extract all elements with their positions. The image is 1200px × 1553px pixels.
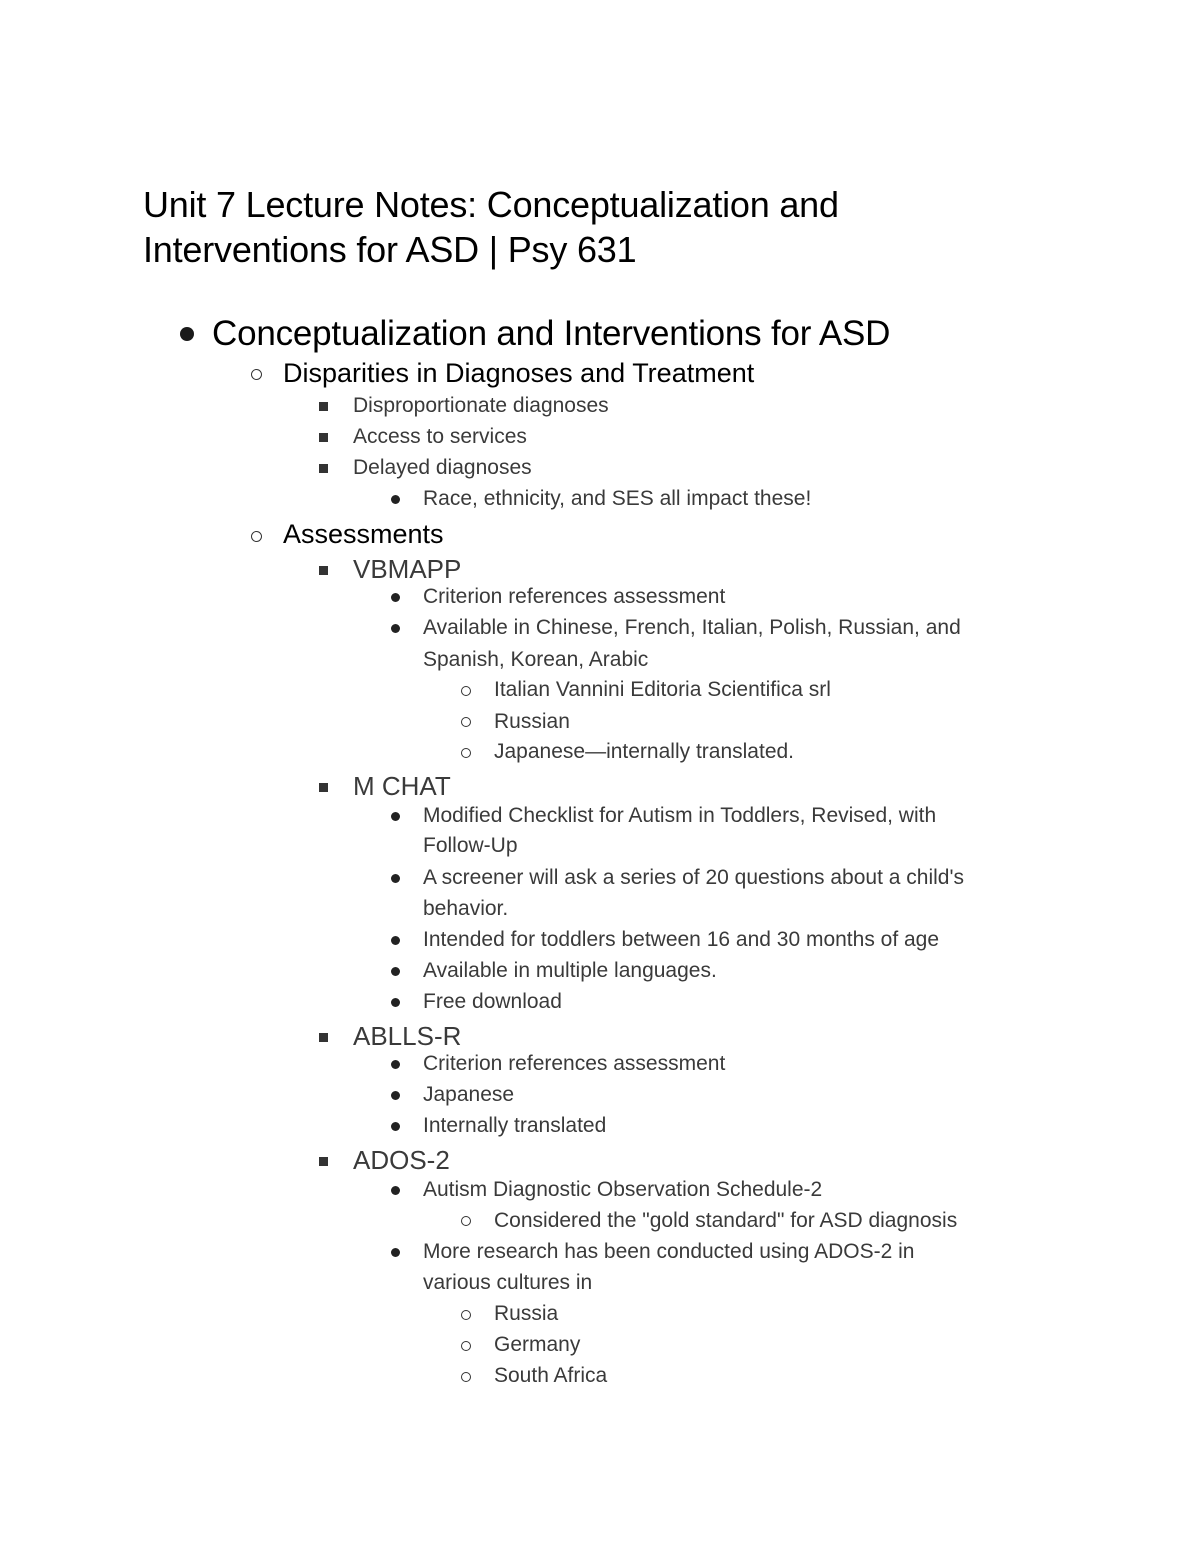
list-item: South Africa bbox=[494, 1364, 608, 1387]
list-item: A screener will ask a series of 20 questions about a child's bbox=[423, 866, 964, 889]
bullet-disc-icon bbox=[391, 624, 400, 633]
bullet-circle-icon bbox=[461, 686, 471, 696]
list-item-continuation: various cultures in bbox=[423, 1271, 593, 1294]
bullet-square-icon bbox=[319, 464, 328, 473]
bullet-disc-icon bbox=[391, 1091, 400, 1100]
list-item: Russia bbox=[494, 1302, 559, 1325]
list-item: Japanese bbox=[423, 1083, 515, 1106]
bullet-disc-icon bbox=[391, 874, 400, 883]
list-item: Russian bbox=[494, 710, 570, 733]
bullet-circle-icon bbox=[461, 1310, 471, 1320]
list-item: Italian Vannini Editoria Scientifica srl bbox=[494, 678, 831, 701]
list-item: Free download bbox=[423, 990, 562, 1013]
list-item-continuation: Spanish, Korean, Arabic bbox=[423, 648, 649, 671]
bullet-square-icon bbox=[319, 566, 328, 575]
list-item: Intended for toddlers between 16 and 30 months of age bbox=[423, 928, 940, 951]
bullet-circle-icon bbox=[461, 1216, 471, 1226]
page-title-line-1: Unit 7 Lecture Notes: Conceptualization and bbox=[143, 184, 839, 225]
subsection-heading-assessments: Assessments bbox=[283, 519, 444, 549]
bullet-circle-icon bbox=[251, 531, 262, 542]
bullet-circle-icon bbox=[461, 1372, 471, 1382]
bullet-circle-icon bbox=[461, 717, 471, 727]
list-item: Autism Diagnostic Observation Schedule-2 bbox=[423, 1178, 823, 1201]
list-item: Available in Chinese, French, Italian, Polish, Russian, and bbox=[423, 616, 961, 639]
list-item: Delayed diagnoses bbox=[353, 456, 532, 479]
list-item-continuation: behavior. bbox=[423, 897, 509, 920]
bullet-square-icon bbox=[319, 783, 328, 792]
list-item: Japanese—internally translated. bbox=[494, 740, 795, 763]
bullet-disc-icon bbox=[180, 327, 194, 341]
bullet-circle-icon bbox=[461, 748, 471, 758]
list-item: Criterion references assessment bbox=[423, 585, 726, 608]
section-heading: Conceptualization and Interventions for ASD bbox=[212, 314, 891, 353]
page-title-line-2: Interventions for ASD | Psy 631 bbox=[143, 229, 637, 270]
bullet-square-icon bbox=[319, 1033, 328, 1042]
bullet-square-icon bbox=[319, 402, 328, 411]
bullet-square-icon bbox=[319, 1157, 328, 1166]
bullet-square-icon bbox=[319, 433, 328, 442]
list-item: Internally translated bbox=[423, 1114, 607, 1137]
list-item: Modified Checklist for Autism in Toddlers, Revised, with bbox=[423, 804, 937, 827]
list-item: Considered the "gold standard" for ASD diagnosis bbox=[494, 1209, 958, 1232]
bullet-circle-icon bbox=[251, 369, 262, 380]
list-item: Disproportionate diagnoses bbox=[353, 394, 609, 417]
list-item: Criterion references assessment bbox=[423, 1052, 726, 1075]
bullet-disc-icon bbox=[391, 593, 400, 602]
bullet-disc-icon bbox=[391, 1248, 400, 1257]
assessment-name-mchat: M CHAT bbox=[353, 771, 451, 801]
list-item-continuation: Follow-Up bbox=[423, 834, 518, 857]
list-item: Access to services bbox=[353, 425, 527, 448]
bullet-disc-icon bbox=[391, 812, 400, 821]
list-item: Available in multiple languages. bbox=[423, 959, 717, 982]
bullet-disc-icon bbox=[391, 1122, 400, 1131]
assessment-name-vbmapp: VBMAPP bbox=[353, 554, 462, 584]
bullet-disc-icon bbox=[391, 998, 400, 1007]
assessment-name-ados: ADOS-2 bbox=[353, 1145, 450, 1175]
bullet-disc-icon bbox=[391, 967, 400, 976]
subsection-heading-disparities: Disparities in Diagnoses and Treatment bbox=[283, 358, 755, 388]
bullet-disc-icon bbox=[391, 1060, 400, 1069]
bullet-circle-icon bbox=[461, 1341, 471, 1351]
list-item: Germany bbox=[494, 1333, 581, 1356]
list-item: More research has been conducted using ADOS-2 in bbox=[423, 1240, 915, 1263]
assessment-name-ablls: ABLLS-R bbox=[353, 1021, 462, 1051]
bullet-disc-icon bbox=[391, 495, 400, 504]
bullet-disc-icon bbox=[391, 1186, 400, 1195]
bullet-disc-icon bbox=[391, 936, 400, 945]
list-item: Race, ethnicity, and SES all impact these! bbox=[423, 487, 812, 510]
